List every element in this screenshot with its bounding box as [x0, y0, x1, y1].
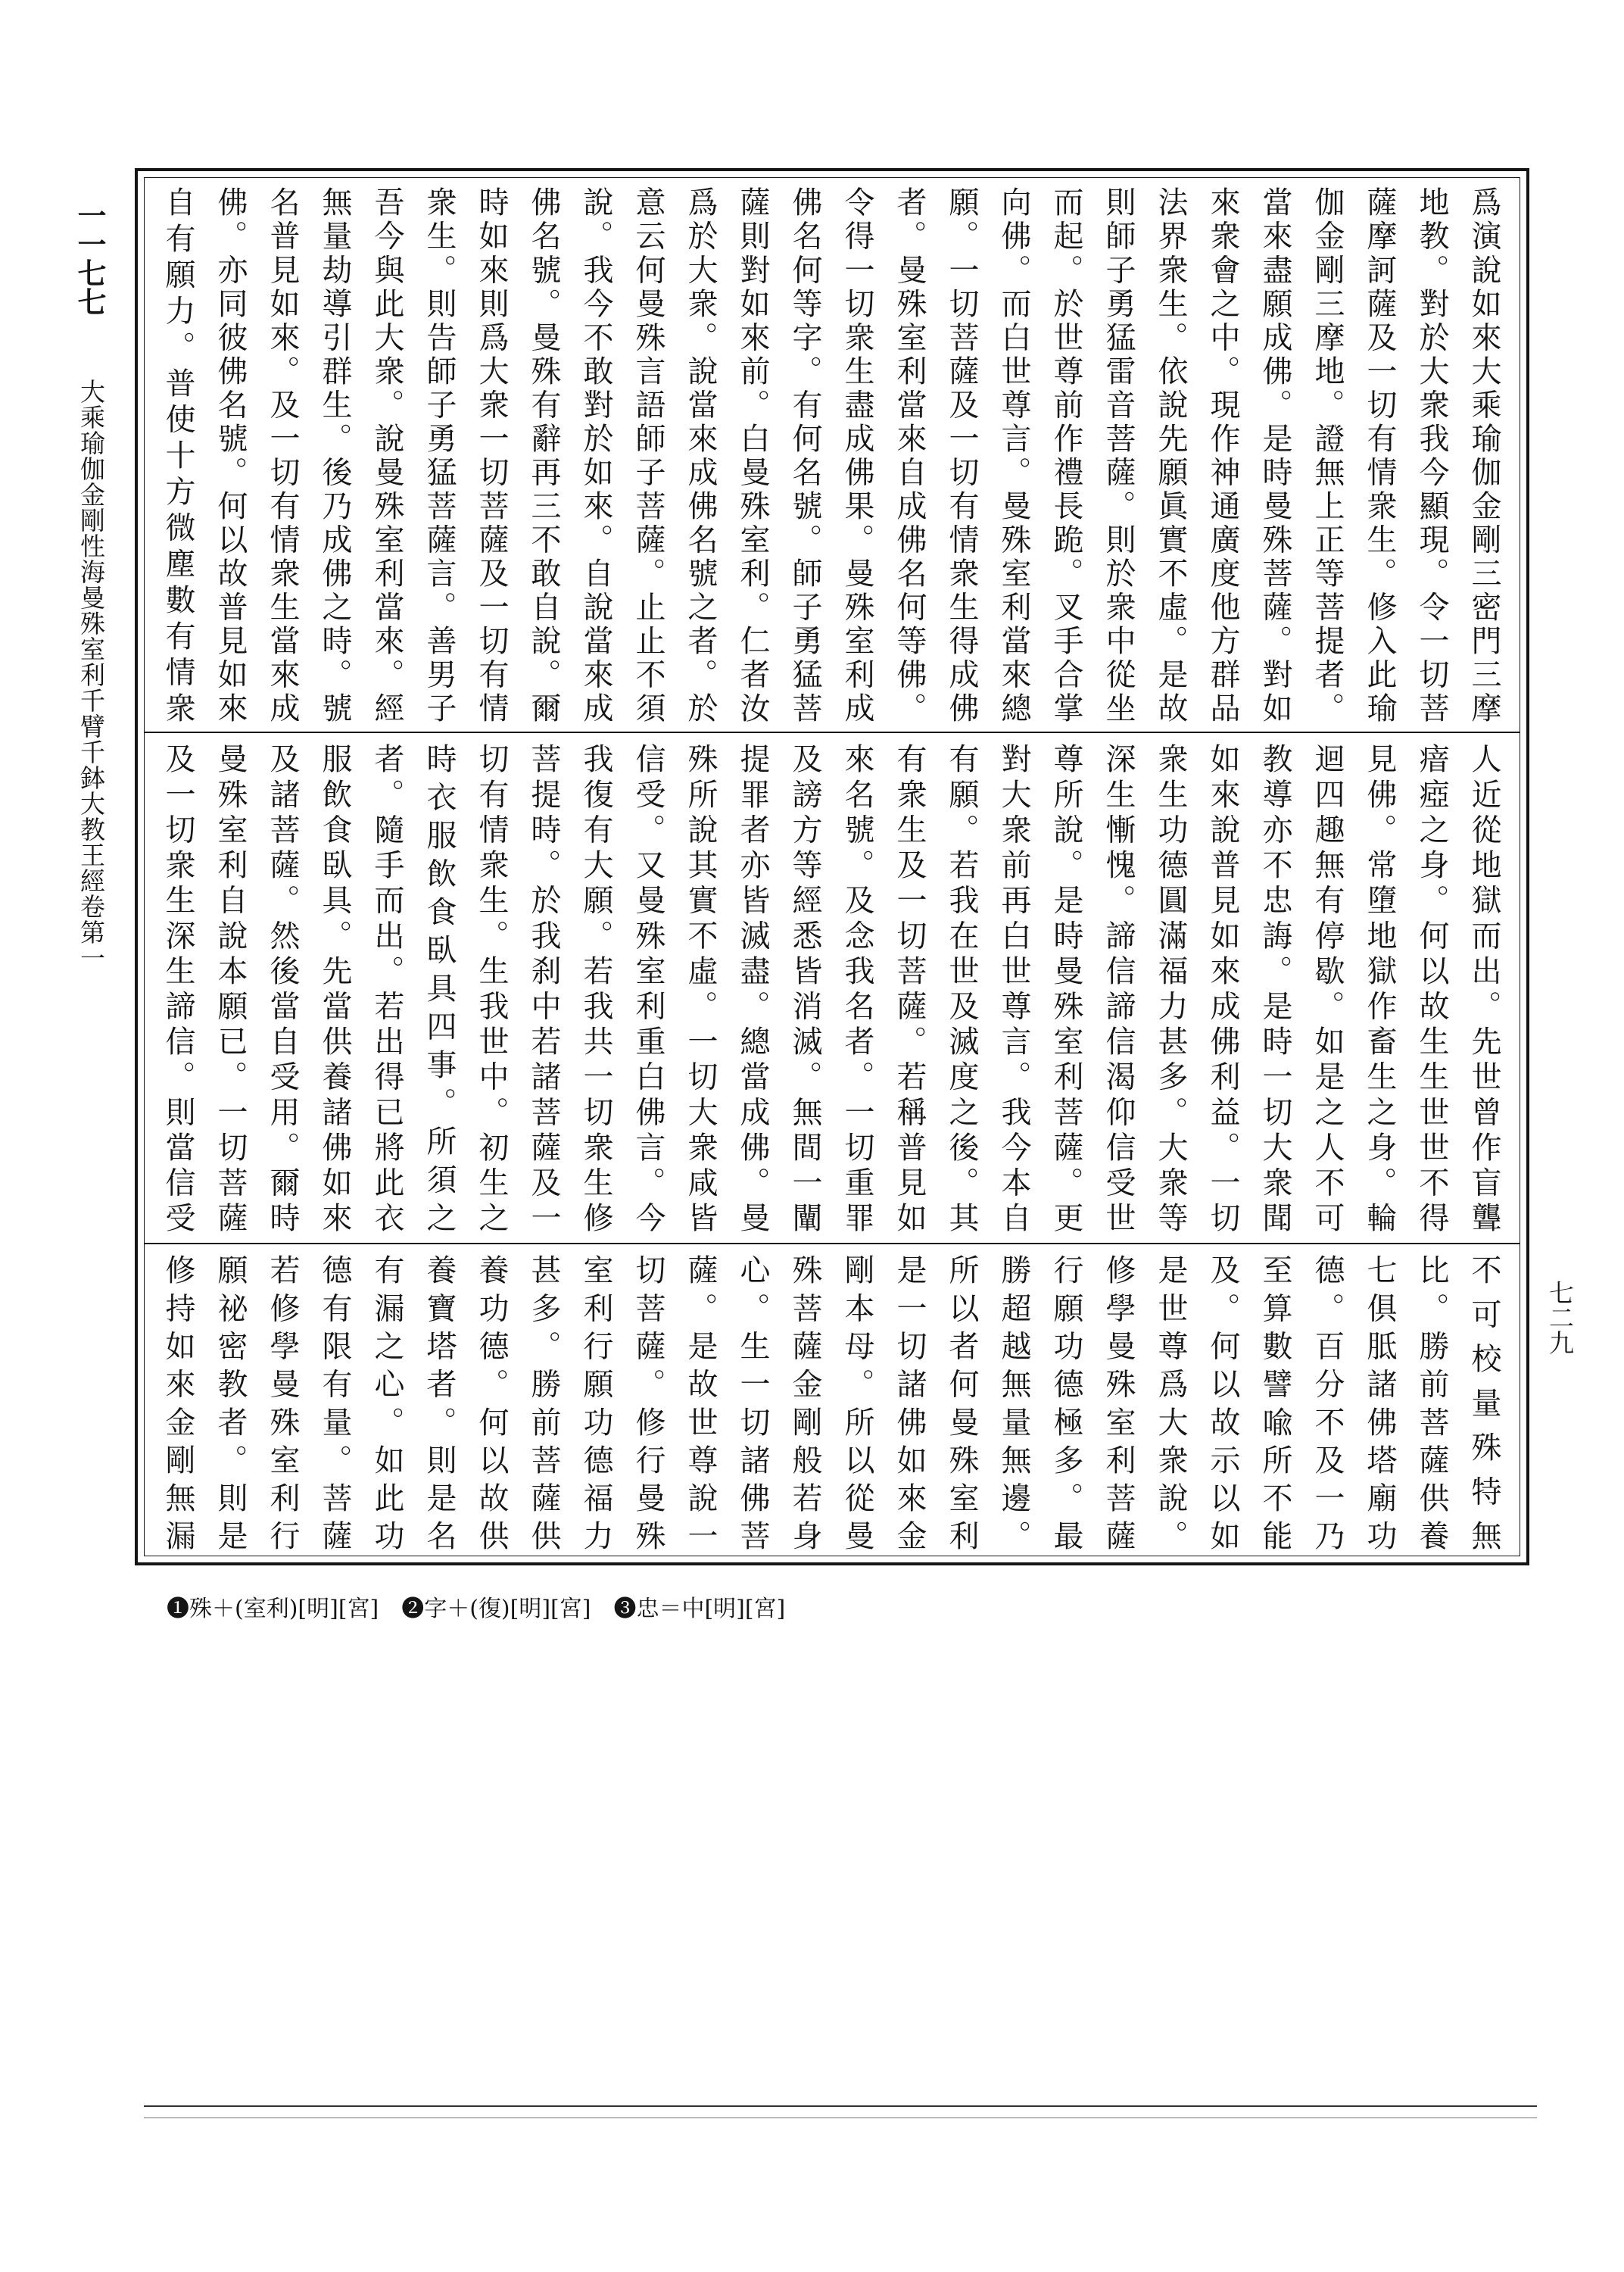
register-middle-text: 人近從地獄而出。先世曾作盲聾瘖瘂之身。何以故生生世世不得見佛。常墮地獄作畜生之身。輪迴四趣無有停歇。如是之人不可教導亦不忠誨。是時一切大衆聞如來說普見如來成佛利益。一切衆生功德圓滿福力甚多。大衆等深生慚愧。諦信諦信渴仰信受世尊所說。是時曼殊室利菩薩。更對大衆前再白世尊言。我今本自有願。若我在世及滅度之後。其有衆生及一切菩薩。若稱普見如來名號。及念我名者。一切重罪及謗方等經悉皆消滅。無間一闡提罪者亦皆滅盡。總當成佛。曼殊所說其實不虛。一切大衆咸皆信受。又曼殊室利重白佛言。今我復有大願。若我共一切衆生修菩提時。於我刹中若諸菩薩及一切有情衆生。生我世中。初生之時衣服飲食臥具四事。所須之者。隨手而出。若出得已將此衣服飲食臥具。先當供養諸佛如來及諸菩薩。然後當自受用。爾時曼殊室利自說本願已。一切菩薩及一切衆生深生諦信。則當信受 — [161, 743, 1501, 1235]
register-middle — [154, 743, 1510, 1235]
register-top-text: 爲演說如來大乘瑜伽金剛三密門三摩地教。對於大衆我今顯現。令一切菩薩摩訶薩及一切有情衆生。修入此瑜伽金剛三摩地。證無上正等菩提者。當來盡願成佛。是時曼殊菩薩。對如來衆會之中。現作神通廣度他方群品法界衆生。依說先願眞實不虛。是故則師子勇猛雷音菩薩。則於衆中從坐而起。於世尊前作禮長跪。叉手合掌向佛。而白世尊言。曼殊室利當來總願。一切菩薩及一切有情衆生得成佛者。曼殊室利當來自成佛名何等佛。令得一切衆生盡成佛果。曼殊室利成佛名何等字。有何名號。師子勇猛菩薩則對如來前。白曼殊室利。仁者汝爲於大衆。說當來成佛名號之者。於意云何曼殊言語師子菩薩。止止不須說。我今不敢對於如來。自說當來成佛名號。曼殊有辭再三不敢自說。爾時如來則爲大衆一切菩薩及一切有情衆生。則告師子勇猛菩薩言。善男子吾今與此大衆。說曼殊室利當來。經無量劫導引群生。後乃成佛之時。號名普見如來。及一切有情衆生當來成佛。亦同彼佛名號。何以故普見如來自有願力。普使十方微塵數有情衆 — [161, 186, 1501, 726]
folio-number: 七二九 — [1545, 1280, 1575, 1355]
collation-notes: ❶殊＋(室利)[明][宮] ❷字＋(復)[明][宮] ❸忠＝中[明][宮] — [167, 1596, 786, 1622]
register-bottom — [154, 1254, 1510, 1553]
text-frame — [135, 168, 1529, 1565]
sutra-title: 大乘瑜伽金剛性海曼殊室利千臂千鉢大教王經卷第一 — [76, 379, 106, 971]
register-divider — [144, 1243, 1520, 1244]
volume-number: 一一七七 — [73, 201, 107, 316]
register-top — [154, 186, 1510, 726]
bottom-rule — [144, 2105, 1537, 2107]
register-divider — [144, 732, 1520, 733]
register-bottom-text: 不可校量殊特無比。勝前菩薩供養七俱胝諸佛塔廟功德。百分不及一乃至算數譬喩所不能及。何以故示以如是世尊爲大衆說。修學曼殊室利菩薩行願功德極多。最勝超越無量無邊。所以者何曼殊室利是一切諸佛如來金剛本母。所以從曼殊菩薩金剛般若身心。生一切諸佛菩薩。是故世尊說一切菩薩。修行曼殊室利行願功德福力甚多。勝前菩薩供養功德。何以故供養寶塔者。則是名有漏之心。如此功德有限有量。菩薩若修學曼殊室利行願祕密教者。則是修持如來金剛無漏 — [161, 1254, 1501, 1553]
